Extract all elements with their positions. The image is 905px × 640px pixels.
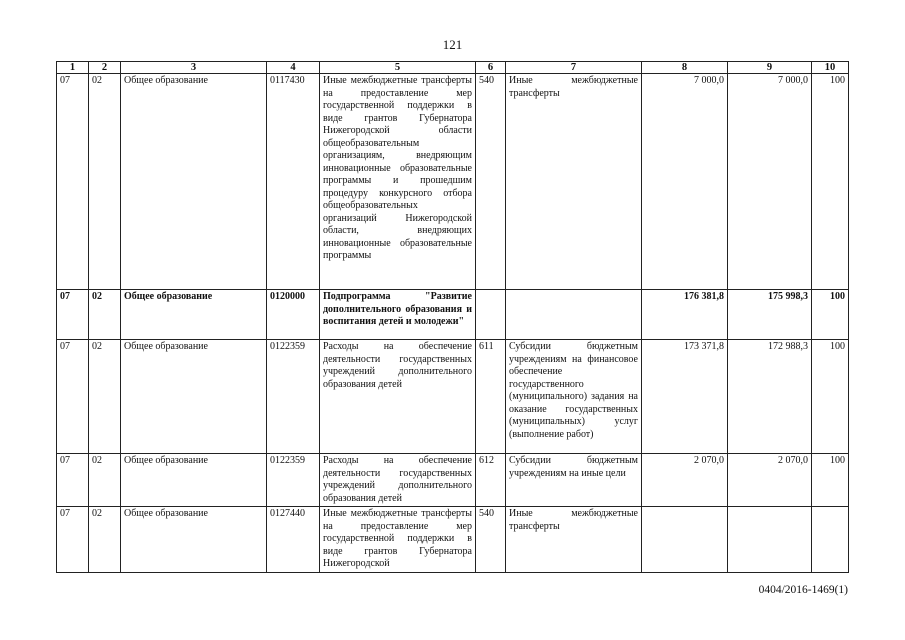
section-code: 07 [57, 454, 89, 507]
target-article-name: Иные межбюджетные трансферты на предоставление мер государственной поддержки в виде грантов Губернатора Нижегородской области общеобразовательным организациям, внедряющим инновационные образовательные программы и прошедшим процедуру конкурсного отбора общеобразовательных организаций Нижегородской области, внедряющих инновационные образовательные программы [320, 74, 476, 290]
planned-amount: 176 381,8 [642, 290, 728, 340]
column-header: 1 [57, 62, 89, 74]
expense-type-code: 611 [476, 340, 506, 454]
expense-type-name: Иные межбюджетные трансферты [506, 507, 642, 573]
section-code: 07 [57, 340, 89, 454]
expense-type-code [476, 290, 506, 340]
execution-percent: 100 [812, 290, 849, 340]
column-header: 5 [320, 62, 476, 74]
section-code: 07 [57, 290, 89, 340]
expense-type-name: Субсидии бюджетным учреждениям на финансовое обеспечение государственного (муниципального) задания на оказание государственных (муниципальных) услуг (выполнение работ) [506, 340, 642, 454]
execution-percent: 100 [812, 340, 849, 454]
expense-type-code: 612 [476, 454, 506, 507]
subsection-code: 02 [89, 290, 121, 340]
expense-type-name [506, 290, 642, 340]
section-code: 07 [57, 507, 89, 573]
executed-amount: 172 988,3 [728, 340, 812, 454]
target-article-name: Расходы на обеспечение деятельности государственных учреждений дополнительного образования детей [320, 454, 476, 507]
table-row [57, 290, 849, 340]
target-article-code: 0127440 [267, 507, 320, 573]
expense-type-name: Субсидии бюджетным учреждениям на иные цели [506, 454, 642, 507]
execution-percent [812, 507, 849, 573]
executed-amount: 2 070,0 [728, 454, 812, 507]
column-header: 4 [267, 62, 320, 74]
planned-amount [642, 507, 728, 573]
planned-amount: 2 070,0 [642, 454, 728, 507]
subsection-code: 02 [89, 340, 121, 454]
column-header: 7 [506, 62, 642, 74]
header-row [57, 62, 849, 74]
target-article-name: Иные межбюджетные трансферты на предоставление мер государственной поддержки в виде грантов Губернатора Нижегородской [320, 507, 476, 573]
expense-type-code: 540 [476, 74, 506, 290]
section-name: Общее образование [121, 454, 267, 507]
column-header: 2 [89, 62, 121, 74]
expense-type-name: Иные межбюджетные трансферты [506, 74, 642, 290]
table-row [57, 340, 849, 454]
section-name: Общее образование [121, 507, 267, 573]
target-article-code: 0120000 [267, 290, 320, 340]
planned-amount: 7 000,0 [642, 74, 728, 290]
page-number: 121 [442, 37, 463, 52]
target-article-code: 0117430 [267, 74, 320, 290]
table-row [57, 74, 849, 290]
target-article-code: 0122359 [267, 454, 320, 507]
section-name: Общее образование [121, 74, 267, 290]
planned-amount: 173 371,8 [642, 340, 728, 454]
column-header: 10 [812, 62, 849, 74]
executed-amount: 175 998,3 [728, 290, 812, 340]
target-article-name: Расходы на обеспечение деятельности государственных учреждений дополнительного образования детей [320, 340, 476, 454]
expense-type-code: 540 [476, 507, 506, 573]
section-name: Общее образование [121, 290, 267, 340]
section-name: Общее образование [121, 340, 267, 454]
subsection-code: 02 [89, 507, 121, 573]
target-article-code: 0122359 [267, 340, 320, 454]
budget-table [56, 61, 849, 573]
execution-percent: 100 [812, 454, 849, 507]
table-row [57, 454, 849, 507]
target-article-name: Подпрограмма "Развитие дополнительного образования и воспитания детей и молодежи" [320, 290, 476, 340]
section-code: 07 [57, 74, 89, 290]
subsection-code: 02 [89, 454, 121, 507]
execution-percent: 100 [812, 74, 849, 290]
subsection-code: 02 [89, 74, 121, 290]
column-header: 9 [728, 62, 812, 74]
column-header: 8 [642, 62, 728, 74]
column-header: 3 [121, 62, 267, 74]
document-code: 0404/2016-1469(1) [758, 584, 848, 596]
executed-amount: 7 000,0 [728, 74, 812, 290]
executed-amount [728, 507, 812, 573]
table-row [57, 507, 849, 573]
column-header: 6 [476, 62, 506, 74]
